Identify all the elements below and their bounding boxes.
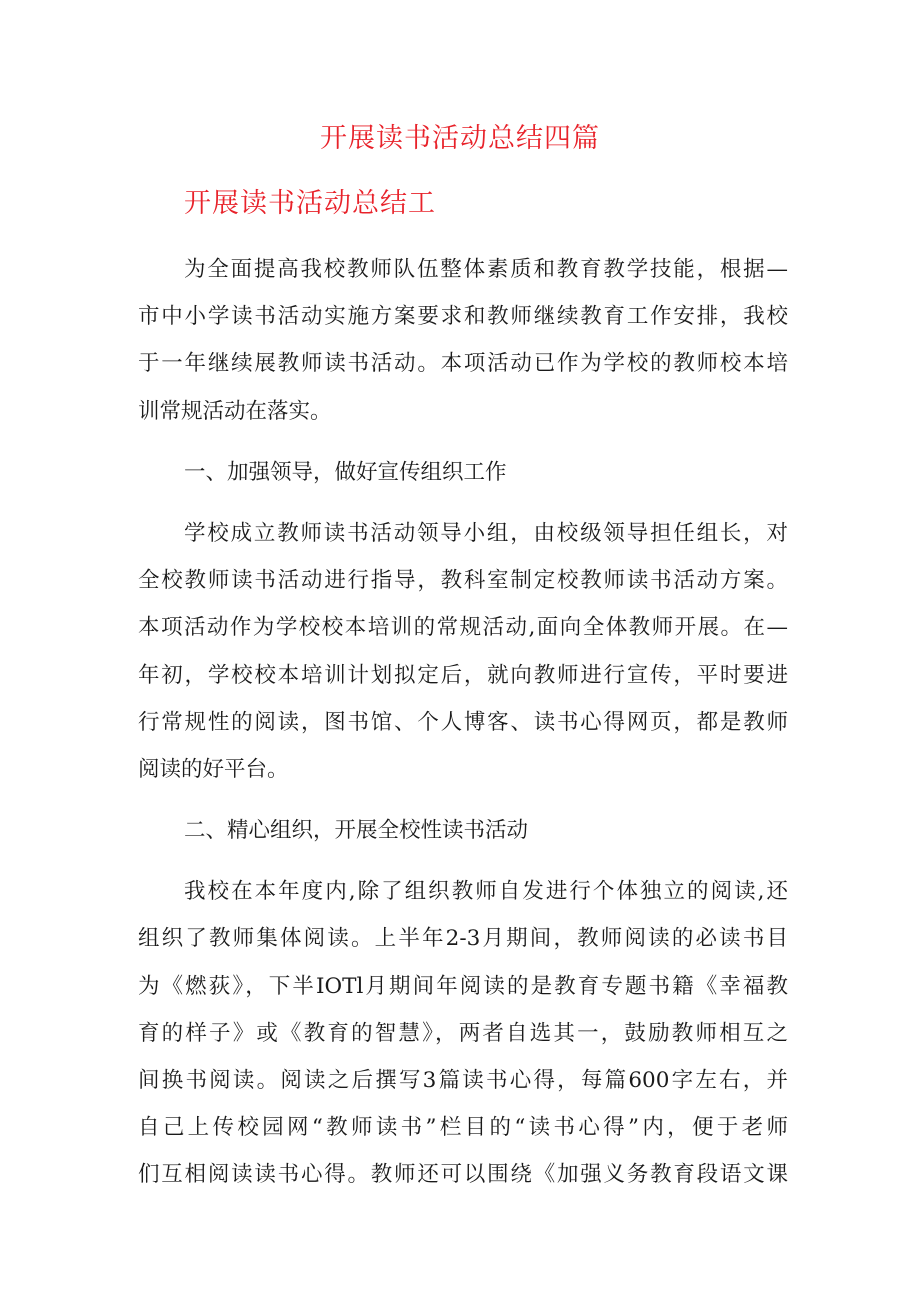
text-line: 阅读的好平台。: [138, 756, 289, 782]
text-line: 行常规性的阅读，图书馆、个人博客、读书心得网页，都是教师: [138, 709, 788, 735]
paragraph-gap: [138, 496, 788, 510]
text-line: 自己上传校园网“教师读书”栏目的“读书心得”内，便于老师: [138, 1115, 788, 1141]
text-line: 为《燃荻》，下半IOTl月期间年阅读的是教育专题书籍《幸福教: [138, 973, 788, 999]
section-title: 开展读书活动总结工: [184, 188, 436, 219]
text-line: 为全面提高我校教师队伍整体素质和教育教学技能，根据—: [184, 257, 788, 282]
paragraph-gap: [138, 435, 788, 449]
text-line: 市中小学读书活动实施方案要求和教师继续教育工作安排，我校: [138, 304, 788, 330]
document-body: [138, 246, 788, 1199]
text-line: 学校成立教师读书活动领导小组，由校级领导担任组长，对: [184, 520, 788, 546]
text-line: 全校教师读书活动进行指导，教科室制定校教师读书活动方案。: [138, 568, 788, 594]
text-line: 二、精心组织，开展全校性读书活动: [184, 818, 529, 844]
text-line: 们互相阅读读书心得。教师还可以围绕《加强义务教育段语文课: [138, 1162, 788, 1188]
text-line: 于一年继续展教师读书活动。本项活动已作为学校的教师校本培: [138, 351, 788, 377]
text-line: 组织了教师集体阅读。上半年2-3月期间，教师阅读的必读书目: [138, 926, 788, 952]
text-line: 间换书阅读。阅读之后撰写3篇读书心得，每篇600字左右，并: [138, 1068, 788, 1093]
text-line: 一、加强领导，做好宣传组织工作: [184, 459, 507, 485]
text-line: 我校在本年度内,除了组织教师自发进行个体独立的阅读,还: [184, 879, 788, 905]
text-line: 年初，学校校本培训计划拟定后，就向教师进行宣传，平时要进: [138, 662, 788, 688]
text-line: 本项活动作为学校校本培训的常规活动,面向全体教师开展。在—: [138, 615, 788, 641]
paragraph-gap: [138, 854, 788, 868]
paragraph-gap: [138, 793, 788, 807]
text-line: 训常规活动在落实。: [138, 398, 332, 424]
document-title: 开展读书活动总结四篇: [320, 123, 600, 154]
text-line: 育的样子》或《教育的智慧》，两者自选其一，鼓励教师相互之: [138, 1020, 788, 1046]
